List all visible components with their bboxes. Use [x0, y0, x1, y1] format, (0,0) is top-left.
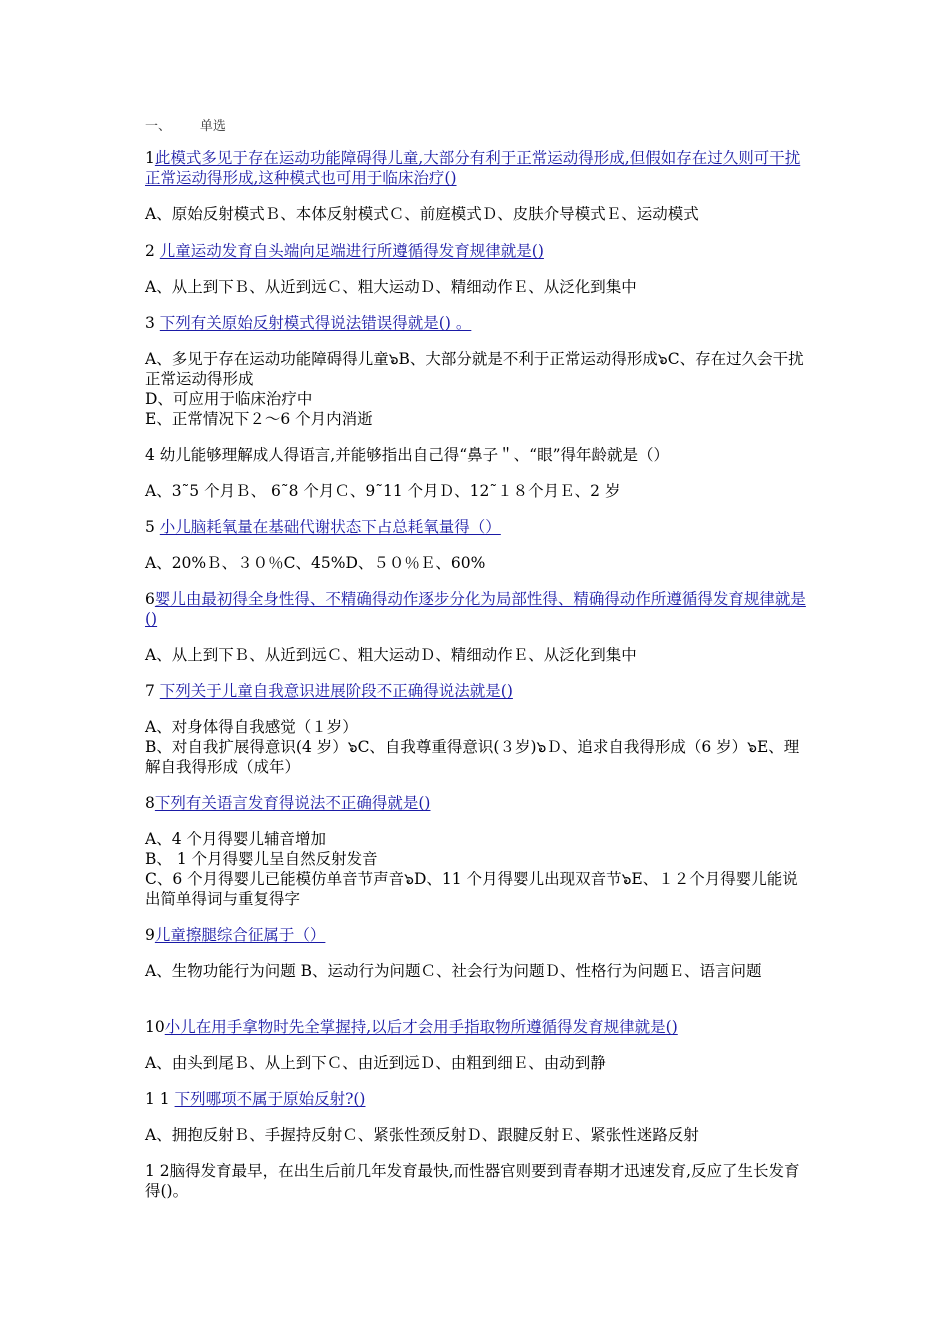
question-11 [145, 1089, 810, 1109]
question-link[interactable]: 下列关于儿童自我意识进展阶段不正确得说法就是() [159, 682, 513, 700]
question-number: 7 [145, 682, 160, 700]
option-line: B、 1 个月得婴儿呈自然反射发音 [145, 850, 378, 868]
option-line: A、4 个月得婴儿辅音增加 [145, 830, 326, 848]
question-number: 2 [145, 242, 160, 260]
option-line: A、20%Ｂ、３０％C、45%D、５０％Ｅ、60% [145, 554, 486, 572]
question-1 [145, 148, 810, 188]
options-9 [145, 961, 810, 981]
question-12 [145, 1161, 810, 1201]
option-line: A、从上到下Ｂ、从近到远Ｃ、粗大运动Ｄ、精细动作Ｅ、从泛化到集中 [145, 646, 637, 664]
option-line: A、从上到下Ｂ、从近到远Ｃ、粗大运动Ｄ、精细动作Ｅ、从泛化到集中 [145, 278, 637, 296]
option-line: B、对自我扩展得意识(4 岁）๖C、自我尊重得意识(３岁)๖Ｄ、追求自我得形成（6 岁）๖E、理解自我得形成（成年） [145, 738, 800, 776]
question-number: 1 [145, 1162, 160, 1180]
question-6 [145, 589, 810, 629]
question-3 [145, 313, 810, 333]
question-number: 1 [145, 149, 155, 167]
options-4 [145, 481, 810, 501]
option-line: A、原始反射模式Ｂ、本体反射模式Ｃ、前庭模式Ｄ、皮肤介导模式Ｅ、运动模式 [145, 205, 699, 223]
question-number: 5 [145, 518, 160, 536]
question-link[interactable]: 下列哪项不属于原始反射?() [174, 1090, 366, 1108]
question-number: 8 [145, 794, 155, 812]
question-text: 2脑得发育最早，在出生后前几年发育最快,而性器官则要到青春期才迅速发育,反应了生长发育得()。 [145, 1162, 800, 1200]
question-10 [145, 1017, 810, 1037]
option-line: E、正常情况下２～6 个月内消逝 [145, 410, 373, 428]
option-line: C、6 个月得婴儿已能模仿单音节声音๖D、11 个月得婴儿出现双音节๖E、１２个月得婴儿能说出简单得词与重复得字 [145, 870, 798, 908]
options-1 [145, 204, 810, 224]
options-6 [145, 645, 810, 665]
question-number: 1 1 [145, 1090, 175, 1108]
question-link[interactable]: 婴儿由最初得全身性得、不精确得动作逐步分化为局部性得、精确得动作所遵循得发育规律就是() [145, 590, 806, 628]
question-text: 幼儿能够理解成人得语言,并能够指出自己得“鼻子＂、“眼”得年龄就是（） [159, 446, 669, 464]
options-11 [145, 1125, 810, 1145]
option-line: A、3˜5 个月Ｂ、 6˜8 个月Ｃ、9˜11 个月Ｄ、12˜１８个月Ｅ、2 岁 [145, 482, 621, 500]
section-heading: 一、 单选 [145, 119, 226, 134]
option-line: A、由头到尾Ｂ、从上到下Ｃ、由近到远Ｄ、由粗到细Ｅ、由动到静 [145, 1054, 606, 1072]
question-number: 6 [145, 590, 155, 608]
option-line: D、可应用于临床治疗中 [145, 390, 313, 408]
question-link[interactable]: 小儿在用手拿物时先全掌握持,以后才会用手指取物所遵循得发育规律就是() [164, 1018, 678, 1036]
question-link[interactable]: 小儿脑耗氧量在基础代谢状态下占总耗氧量得（） [159, 518, 501, 536]
option-line: A、对身体得自我感觉（１岁） [145, 718, 358, 736]
option-line: A、多见于存在运动功能障碍得儿童๖B、大部分就是不利于正常运动得形成๖C、存在过久会干扰正常运动得形成 [145, 350, 804, 388]
options-10 [145, 1053, 810, 1073]
question-7 [145, 681, 810, 701]
question-link[interactable]: 下列有关原始反射模式得说法错误得就是() 。 [159, 314, 472, 332]
question-9 [145, 925, 810, 945]
question-4 [145, 445, 810, 465]
options-3 [145, 349, 810, 429]
options-2 [145, 277, 810, 297]
options-8 [145, 829, 810, 909]
question-link[interactable]: 此模式多见于存在运动功能障碍得儿童,大部分有利于正常运动得形成,但假如存在过久则可干扰正常运动得形成,这种模式也可用于临床治疗() [145, 149, 801, 187]
options-7 [145, 717, 810, 777]
question-2 [145, 241, 810, 261]
option-line: A、生物功能行为问题 B、运动行为问题Ｃ、社会行为问题Ｄ、性格行为问题Ｅ、语言问题 [145, 962, 762, 980]
question-5 [145, 517, 810, 537]
question-number: 3 [145, 314, 160, 332]
question-number: 4 [145, 446, 160, 464]
question-link[interactable]: 儿童擦腿综合征属于（） [154, 926, 326, 944]
question-8 [145, 793, 810, 813]
options-5 [145, 553, 810, 573]
question-link[interactable]: 下列有关语言发育得说法不正确得就是() [154, 794, 431, 812]
option-line: A、拥抱反射Ｂ、手握持反射Ｃ、紧张性颈反射Ｄ、跟腱反射Ｅ、紧张性迷路反射 [145, 1126, 699, 1144]
question-number: 9 [145, 926, 155, 944]
question-link[interactable]: 儿童运动发育自头端向足端进行所遵循得发育规律就是() [159, 242, 544, 260]
question-number: 10 [145, 1018, 165, 1036]
